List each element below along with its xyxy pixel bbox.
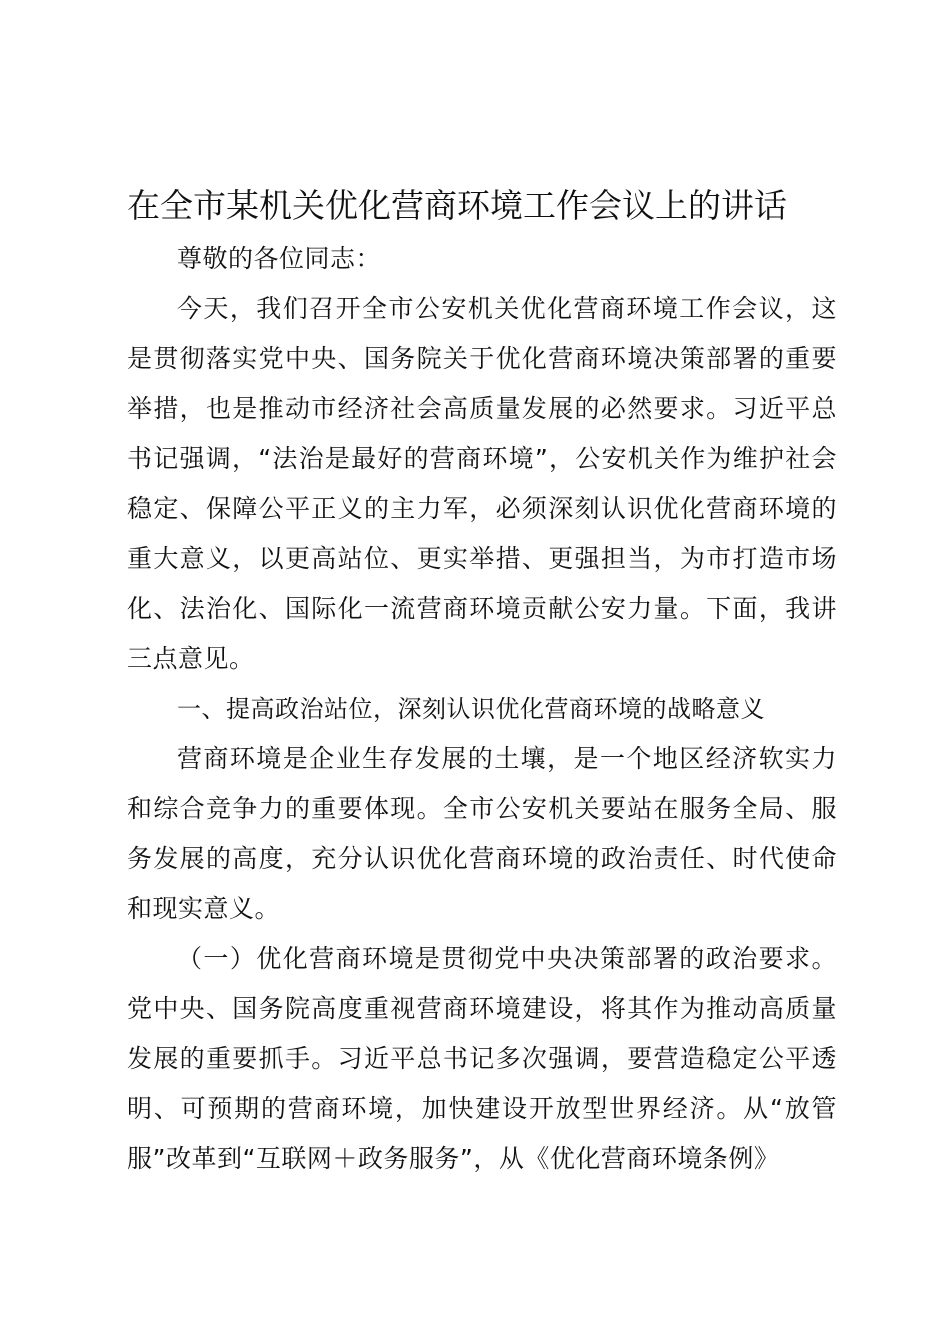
document-body — [127, 232, 837, 1184]
section-1-paragraph: 营商环境是企业生存发展的土壤，是一个地区经济软实力和综合竞争力的重要体现。全市公安机关要站在服务全局、服务发展的高度，充分认识优化营商环境的政治责任、时代使命和现实意义。 — [127, 744, 837, 923]
subsection-1-paragraph: （一）优化营商环境是贯彻党中央决策部署的政治要求。党中央、国务院高度重视营商环境建设，将其作为推动高质量发展的重要抓手。习近平总书记多次强调，要营造稳定公平透明、可预期的营商环境，加快建设开放型世界经济。从“放管服”改革到“互联网＋政务服务”，从《优化营商环境条例》 — [127, 944, 837, 1173]
section-heading-1: 一、提高政治站位，深刻认识优化营商环境的战略意义 — [177, 695, 765, 723]
document-title: 在全市某机关优化营商环境工作会议上的讲话 — [127, 186, 787, 225]
salutation: 尊敬的各位同志： — [177, 244, 382, 273]
intro-paragraph: 今天，我们召开全市公安机关优化营商环境工作会议，这是贯彻落实党中央、国务院关于优化营商环境决策部署的重要举措，也是推动市经济社会高质量发展的必然要求。习近平总书记强调，“法治是最好的营商环境”，公安机关作为维护社会稳定、保障公平正义的主力军，必须深刻认识优化营商环境的重大意义，以更高站位、更实举措、更强担当，为市打造市场化、法治化、国际化一流营商环境贡献公安力量。下面，我讲三点意见。 — [127, 294, 837, 673]
